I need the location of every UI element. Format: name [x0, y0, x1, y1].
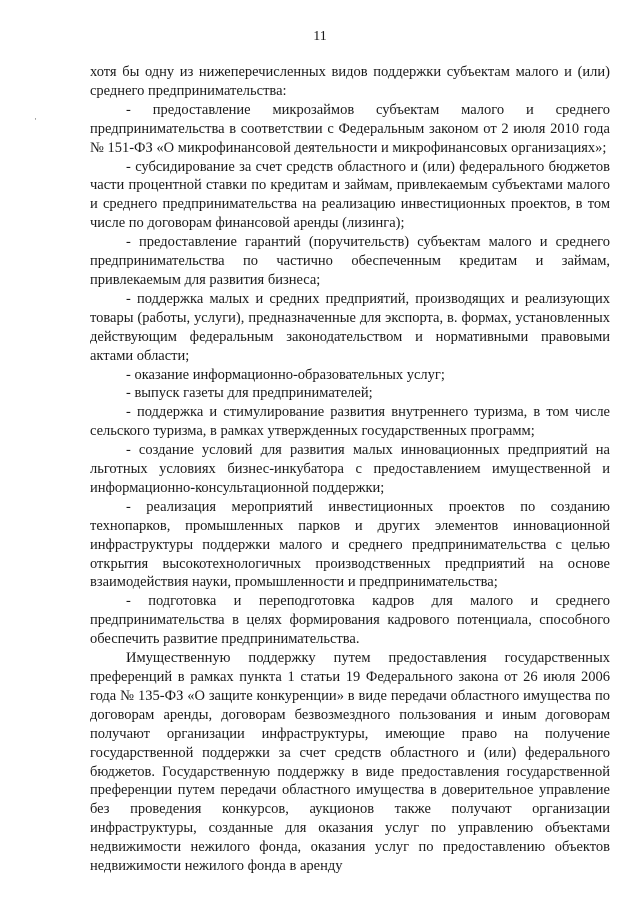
list-item-business-incubator: - создание условий для развития малых инновационных предприятий на льготных условиях бизнес-инкубатора с предоставлением имущественной и информационно-консультационной поддержки; — [90, 442, 610, 496]
list-item-interest-subsidy: - субсидирование за счет средств областного и (или) федерального бюджетов части процентной ставки по кредитам и займам, привлекаемым субъектами малого и среднего предпринимательства на реализацию инвестиционных проектов, в том числе по договорам финансовой аренды (лизинга); — [90, 158, 610, 232]
list-item-newspaper: - выпуск газеты для предпринимателей; — [126, 385, 373, 402]
list-item-training: - подготовка и переподготовка кадров для малого и среднего предпринимательства в целях формирования кадрового потенциала, способного обеспечить развитие предпринимательства. — [90, 593, 610, 648]
list-item-guarantees: - предоставление гарантий (поручительств) субъектам малого и среднего предпринимательства по частично обеспеченным кредитам и займам, привлекаемым для развития бизнеса; — [90, 234, 610, 288]
list-item-export-support: - поддержка малых и средних предприятий, производящих и реализующих товары (работы, услуги), предназначенные для экспорта, в. формах, установленных действующим федеральным законодательством и нормативными правовыми актами области; — [90, 290, 610, 364]
paragraph-property-support: Имущественную поддержку путем предоставления государственных преференций в рамках пункта 1 статьи 19 Федерального закона от 26 июля 2006 года № 135-ФЗ «О защите конкуренции» в виде передачи областного имущества по договорам аренды, договорам безвозмездного пользования и иным договорам получают организации инфраструктуры, имеющие право на получение государственной поддержки за счет средств областного и (или) федерального бюджетов. Государственную поддержку в виде предоставления государственной преференции путем передачи областного имущества в доверительное управление без проведения конкурсов, аукционов также получают организации инфраструктуры, созданные для оказания услуг по управлению объектами недвижимости нежилого фонда, оказания услуг по предоставлению объектов недвижимости нежилого фонда в аренду — [90, 650, 610, 875]
margin-mark: · — [34, 114, 37, 124]
list-item-tourism: - поддержка и стимулирование развития внутреннего туризма, в том числе сельского туризма, в рамках утвержденных государственных программ; — [90, 404, 610, 440]
list-item-microloans: - предоставление микрозаймов субъектам малого и среднего предпринимательства в соответствии с Федеральным законом от 2 июля 2010 года № 151-ФЗ «О микрофинансовой деятельности и микрофинансовых организациях»; — [90, 101, 610, 156]
list-item-education-services: - оказание информационно-образовательных услуг; — [126, 366, 445, 383]
page-number: 11 — [313, 29, 327, 44]
document-body — [90, 63, 610, 876]
paragraph-intro: хотя бы одну из нижеперечисленных видов поддержки субъектам малого и (или) среднего предпринимательства: — [90, 64, 610, 99]
list-item-technoparks: - реализация мероприятий инвестиционных проектов по созданию технопарков, промышленных парков и других элементов инновационной инфраструктуры поддержки малого и среднего предпринимательства с целью открытия высокотехнологичных производственных предприятий на основе взаимодействия науки, промышленности и предпринимательства; — [90, 498, 610, 591]
